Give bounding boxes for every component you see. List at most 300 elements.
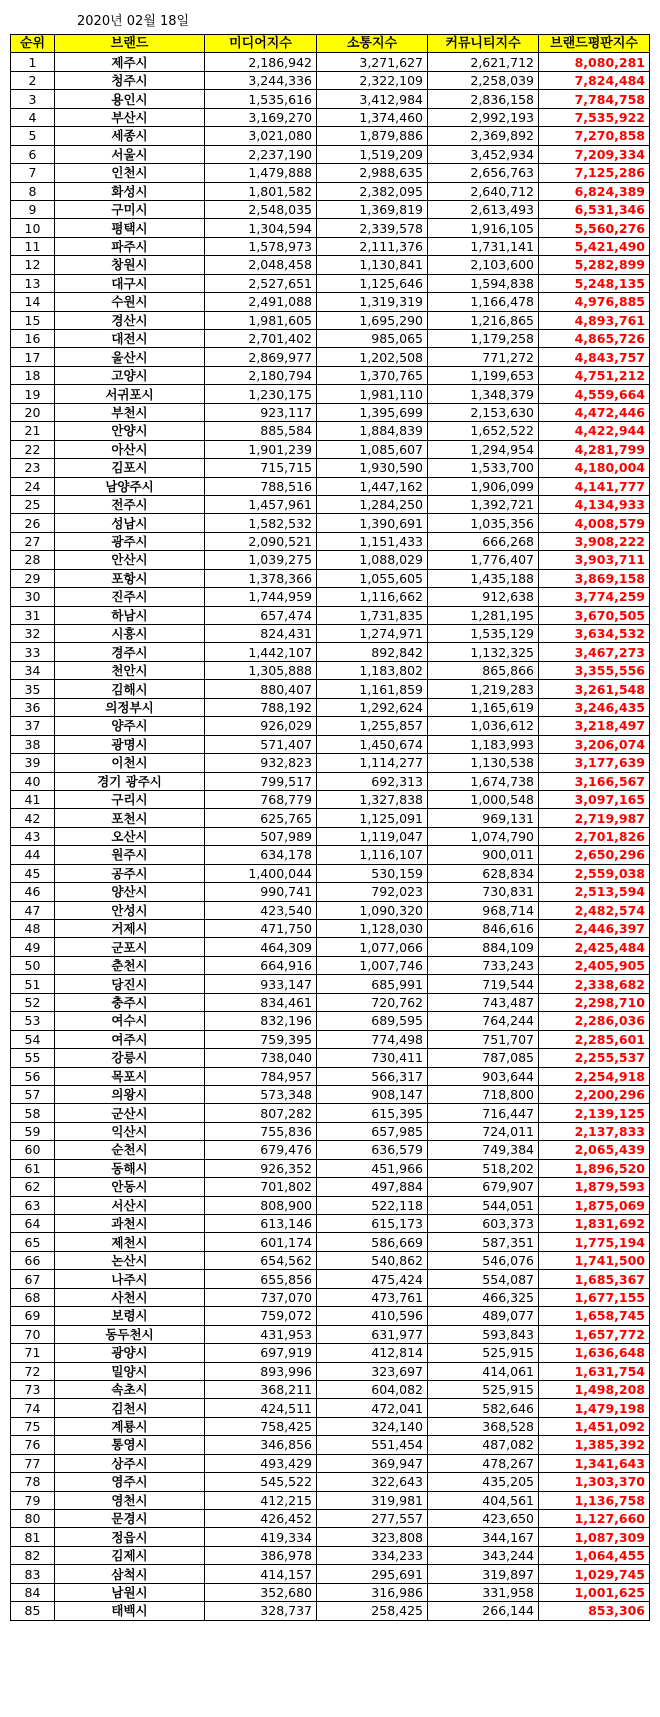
- community-index-cell: 3,452,934: [428, 145, 539, 163]
- communication-index-cell: 522,118: [317, 1196, 428, 1214]
- brand-reputation-index-cell: 1,658,745: [539, 1307, 650, 1325]
- brand-cell: 이천시: [55, 754, 205, 772]
- table-row: [11, 1436, 650, 1454]
- brand-cell: 충주시: [55, 993, 205, 1011]
- rank-cell: 43: [11, 827, 55, 845]
- media-index-cell: 493,429: [205, 1454, 317, 1472]
- table-row: [11, 1546, 650, 1564]
- community-index-cell: 2,656,763: [428, 164, 539, 182]
- community-index-cell: 1,776,407: [428, 551, 539, 569]
- table-row: [11, 1178, 650, 1196]
- community-index-cell: 1,219,283: [428, 680, 539, 698]
- brand-reputation-index-cell: 4,976,885: [539, 293, 650, 311]
- table-row: [11, 237, 650, 255]
- table-row: [11, 1565, 650, 1583]
- brand-reputation-index-cell: 1,087,309: [539, 1528, 650, 1546]
- community-index-cell: 1,183,993: [428, 735, 539, 753]
- community-index-cell: 2,103,600: [428, 256, 539, 274]
- communication-index-cell: 1,161,859: [317, 680, 428, 698]
- rank-cell: 28: [11, 551, 55, 569]
- table-row: [11, 1196, 650, 1214]
- rank-cell: 7: [11, 164, 55, 182]
- media-index-cell: 423,540: [205, 901, 317, 919]
- community-index-cell: 404,561: [428, 1491, 539, 1509]
- rank-cell: 1: [11, 53, 55, 71]
- table-row: [11, 661, 650, 679]
- rank-cell: 13: [11, 274, 55, 292]
- brand-reputation-index-cell: 3,903,711: [539, 551, 650, 569]
- media-index-cell: 2,090,521: [205, 532, 317, 550]
- table-row: [11, 975, 650, 993]
- communication-index-cell: 451,966: [317, 1159, 428, 1177]
- media-index-cell: 788,192: [205, 698, 317, 716]
- communication-index-cell: 1,116,662: [317, 588, 428, 606]
- brand-reputation-index-cell: 3,908,222: [539, 532, 650, 550]
- media-index-cell: 926,029: [205, 717, 317, 735]
- table-row: [11, 1362, 650, 1380]
- brand-reputation-index-cell: 1,136,758: [539, 1491, 650, 1509]
- media-index-cell: 545,522: [205, 1473, 317, 1491]
- table-row: [11, 1270, 650, 1288]
- communication-index-cell: 1,255,857: [317, 717, 428, 735]
- communication-index-cell: 892,842: [317, 643, 428, 661]
- brand-reputation-index-cell: 4,134,933: [539, 495, 650, 513]
- community-index-cell: 344,167: [428, 1528, 539, 1546]
- brand-reputation-index-cell: 2,285,601: [539, 1030, 650, 1048]
- communication-index-cell: 1,114,277: [317, 754, 428, 772]
- communication-index-cell: 473,761: [317, 1288, 428, 1306]
- community-index-cell: 846,616: [428, 920, 539, 938]
- brand-reputation-index-cell: 3,097,165: [539, 790, 650, 808]
- media-index-cell: 431,953: [205, 1325, 317, 1343]
- brand-reputation-index-cell: 2,482,574: [539, 901, 650, 919]
- brand-reputation-index-cell: 4,865,726: [539, 330, 650, 348]
- table-row: [11, 71, 650, 89]
- media-index-cell: 573,348: [205, 1085, 317, 1103]
- brand-reputation-index-cell: 2,425,484: [539, 938, 650, 956]
- brand-cell: 안성시: [55, 901, 205, 919]
- brand-cell: 대전시: [55, 330, 205, 348]
- media-index-cell: 655,856: [205, 1270, 317, 1288]
- rank-cell: 10: [11, 219, 55, 237]
- brand-cell: 경산시: [55, 311, 205, 329]
- table-row: [11, 735, 650, 753]
- brand-cell: 평택시: [55, 219, 205, 237]
- media-index-cell: 1,901,239: [205, 440, 317, 458]
- brand-reputation-index-cell: 7,535,922: [539, 108, 650, 126]
- brand-cell: 광양시: [55, 1344, 205, 1362]
- communication-index-cell: 1,981,110: [317, 385, 428, 403]
- brand-reputation-index-cell: 6,824,389: [539, 182, 650, 200]
- brand-cell: 원주시: [55, 846, 205, 864]
- community-index-cell: 718,800: [428, 1085, 539, 1103]
- media-index-cell: 352,680: [205, 1583, 317, 1601]
- brand-cell: 오산시: [55, 827, 205, 845]
- brand-reputation-index-cell: 853,306: [539, 1602, 650, 1620]
- media-index-cell: 880,407: [205, 680, 317, 698]
- table-row: [11, 1067, 650, 1085]
- brand-reputation-index-cell: 3,206,074: [539, 735, 650, 753]
- brand-cell: 양주시: [55, 717, 205, 735]
- brand-reputation-index-cell: 4,472,446: [539, 403, 650, 421]
- media-index-cell: 701,802: [205, 1178, 317, 1196]
- brand-reputation-index-cell: 7,125,286: [539, 164, 650, 182]
- communication-index-cell: 530,159: [317, 864, 428, 882]
- rank-cell: 8: [11, 182, 55, 200]
- brand-reputation-index-cell: 4,008,579: [539, 514, 650, 532]
- community-index-cell: 554,087: [428, 1270, 539, 1288]
- communication-index-cell: 1,119,047: [317, 827, 428, 845]
- communication-index-cell: 1,447,162: [317, 477, 428, 495]
- brand-reputation-index-cell: 3,634,532: [539, 625, 650, 643]
- communication-index-cell: 1,370,765: [317, 366, 428, 384]
- table-row: [11, 827, 650, 845]
- community-index-cell: 2,369,892: [428, 127, 539, 145]
- community-index-cell: 525,915: [428, 1344, 539, 1362]
- rank-cell: 39: [11, 754, 55, 772]
- brand-cell: 구미시: [55, 200, 205, 218]
- brand-reputation-index-cell: 7,784,758: [539, 90, 650, 108]
- brand-reputation-index-cell: 3,246,435: [539, 698, 650, 716]
- rank-cell: 22: [11, 440, 55, 458]
- column-header-communication-index: 소통지수: [317, 35, 428, 53]
- table-row: [11, 883, 650, 901]
- rank-cell: 80: [11, 1510, 55, 1528]
- community-index-cell: 749,384: [428, 1141, 539, 1159]
- rank-cell: 27: [11, 532, 55, 550]
- brand-cell: 천안시: [55, 661, 205, 679]
- communication-index-cell: 604,082: [317, 1380, 428, 1398]
- brand-reputation-index-cell: 1,657,772: [539, 1325, 650, 1343]
- brand-reputation-index-cell: 4,281,799: [539, 440, 650, 458]
- media-index-cell: 613,146: [205, 1215, 317, 1233]
- community-index-cell: 903,644: [428, 1067, 539, 1085]
- table-row: [11, 1325, 650, 1343]
- community-index-cell: 525,915: [428, 1380, 539, 1398]
- brand-cell: 부천시: [55, 403, 205, 421]
- rank-cell: 41: [11, 790, 55, 808]
- table-row: [11, 790, 650, 808]
- brand-cell: 과천시: [55, 1215, 205, 1233]
- table-row: [11, 625, 650, 643]
- communication-index-cell: 334,233: [317, 1546, 428, 1564]
- media-index-cell: 424,511: [205, 1399, 317, 1417]
- media-index-cell: 664,916: [205, 956, 317, 974]
- table-row: [11, 698, 650, 716]
- brand-cell: 안동시: [55, 1178, 205, 1196]
- brand-reputation-index-cell: 2,650,296: [539, 846, 650, 864]
- brand-cell: 청주시: [55, 71, 205, 89]
- rank-cell: 64: [11, 1215, 55, 1233]
- community-index-cell: 319,897: [428, 1565, 539, 1583]
- media-index-cell: 1,744,959: [205, 588, 317, 606]
- media-index-cell: 768,779: [205, 790, 317, 808]
- communication-index-cell: 497,884: [317, 1178, 428, 1196]
- community-index-cell: 2,613,493: [428, 200, 539, 218]
- column-header-media-index: 미디어지수: [205, 35, 317, 53]
- community-index-cell: 266,144: [428, 1602, 539, 1620]
- community-index-cell: 1,036,612: [428, 717, 539, 735]
- media-index-cell: 419,334: [205, 1528, 317, 1546]
- media-index-cell: 412,215: [205, 1491, 317, 1509]
- communication-index-cell: 1,151,433: [317, 532, 428, 550]
- communication-index-cell: 319,981: [317, 1491, 428, 1509]
- brand-cell: 대구시: [55, 274, 205, 292]
- table-row: [11, 1215, 650, 1233]
- community-index-cell: 1,216,865: [428, 311, 539, 329]
- brand-cell: 부산시: [55, 108, 205, 126]
- brand-cell: 안양시: [55, 422, 205, 440]
- rank-cell: 2: [11, 71, 55, 89]
- media-index-cell: 933,147: [205, 975, 317, 993]
- community-index-cell: 1,132,325: [428, 643, 539, 661]
- brand-reputation-index-cell: 1,498,208: [539, 1380, 650, 1398]
- brand-cell: 하남시: [55, 606, 205, 624]
- rank-cell: 84: [11, 1583, 55, 1601]
- rank-cell: 49: [11, 938, 55, 956]
- brand-cell: 창원시: [55, 256, 205, 274]
- community-index-cell: 1,533,700: [428, 459, 539, 477]
- community-index-cell: 582,646: [428, 1399, 539, 1417]
- communication-index-cell: 1,731,835: [317, 606, 428, 624]
- communication-index-cell: 689,595: [317, 1012, 428, 1030]
- communication-index-cell: 1,395,699: [317, 403, 428, 421]
- media-index-cell: 755,836: [205, 1122, 317, 1140]
- community-index-cell: 1,392,721: [428, 495, 539, 513]
- column-header-community-index: 커뮤니티지수: [428, 35, 539, 53]
- communication-index-cell: 551,454: [317, 1436, 428, 1454]
- rank-cell: 30: [11, 588, 55, 606]
- communication-index-cell: 323,697: [317, 1362, 428, 1380]
- communication-index-cell: 295,691: [317, 1565, 428, 1583]
- table-row: [11, 1473, 650, 1491]
- brand-cell: 정읍시: [55, 1528, 205, 1546]
- media-index-cell: 1,304,594: [205, 219, 317, 237]
- rank-cell: 44: [11, 846, 55, 864]
- community-index-cell: 1,130,538: [428, 754, 539, 772]
- table-row: [11, 1159, 650, 1177]
- brand-cell: 동해시: [55, 1159, 205, 1177]
- table-row: [11, 274, 650, 292]
- communication-index-cell: 631,977: [317, 1325, 428, 1343]
- brand-reputation-index-cell: 1,685,367: [539, 1270, 650, 1288]
- rank-cell: 37: [11, 717, 55, 735]
- brand-cell: 광명시: [55, 735, 205, 753]
- rank-cell: 79: [11, 1491, 55, 1509]
- media-index-cell: 2,048,458: [205, 256, 317, 274]
- brand-reputation-index-cell: 7,270,858: [539, 127, 650, 145]
- brand-reputation-index-cell: 4,893,761: [539, 311, 650, 329]
- communication-index-cell: 685,991: [317, 975, 428, 993]
- rank-cell: 47: [11, 901, 55, 919]
- community-index-cell: 1,281,195: [428, 606, 539, 624]
- table-row: [11, 588, 650, 606]
- community-index-cell: 900,011: [428, 846, 539, 864]
- rank-cell: 23: [11, 459, 55, 477]
- communication-index-cell: 792,023: [317, 883, 428, 901]
- communication-index-cell: 1,090,320: [317, 901, 428, 919]
- community-index-cell: 1,906,099: [428, 477, 539, 495]
- table-row: [11, 514, 650, 532]
- brand-cell: 경기 광주시: [55, 772, 205, 790]
- media-index-cell: 1,578,973: [205, 237, 317, 255]
- brand-reputation-index-cell: 2,200,296: [539, 1085, 650, 1103]
- brand-cell: 상주시: [55, 1454, 205, 1472]
- rank-cell: 70: [11, 1325, 55, 1343]
- brand-reputation-index-cell: 4,843,757: [539, 348, 650, 366]
- communication-index-cell: 475,424: [317, 1270, 428, 1288]
- community-index-cell: 787,085: [428, 1049, 539, 1067]
- table-row: [11, 1491, 650, 1509]
- rank-cell: 33: [11, 643, 55, 661]
- community-index-cell: 2,836,158: [428, 90, 539, 108]
- communication-index-cell: 316,986: [317, 1583, 428, 1601]
- brand-reputation-index-cell: 1,896,520: [539, 1159, 650, 1177]
- media-index-cell: 1,801,582: [205, 182, 317, 200]
- table-row: [11, 956, 650, 974]
- rank-cell: 16: [11, 330, 55, 348]
- media-index-cell: 368,211: [205, 1380, 317, 1398]
- brand-reputation-index-cell: 8,080,281: [539, 53, 650, 71]
- communication-index-cell: 1,930,590: [317, 459, 428, 477]
- communication-index-cell: 1,450,674: [317, 735, 428, 753]
- brand-reputation-index-cell: 5,421,490: [539, 237, 650, 255]
- community-index-cell: 587,351: [428, 1233, 539, 1251]
- brand-reputation-index-cell: 1,741,500: [539, 1251, 650, 1269]
- community-index-cell: 423,650: [428, 1510, 539, 1528]
- media-index-cell: 926,352: [205, 1159, 317, 1177]
- table-row: [11, 717, 650, 735]
- communication-index-cell: 1,884,839: [317, 422, 428, 440]
- brand-cell: 의왕시: [55, 1085, 205, 1103]
- table-row: [11, 846, 650, 864]
- media-index-cell: 2,869,977: [205, 348, 317, 366]
- brand-cell: 김포시: [55, 459, 205, 477]
- table-row: [11, 901, 650, 919]
- community-index-cell: 1,166,478: [428, 293, 539, 311]
- media-index-cell: 3,021,080: [205, 127, 317, 145]
- rank-cell: 14: [11, 293, 55, 311]
- community-index-cell: 343,244: [428, 1546, 539, 1564]
- table-row: [11, 809, 650, 827]
- brand-cell: 남양주시: [55, 477, 205, 495]
- rank-cell: 20: [11, 403, 55, 421]
- table-row: [11, 1141, 650, 1159]
- communication-index-cell: 774,498: [317, 1030, 428, 1048]
- media-index-cell: 715,715: [205, 459, 317, 477]
- brand-reputation-index-cell: 2,139,125: [539, 1104, 650, 1122]
- table-row: [11, 1012, 650, 1030]
- brand-cell: 전주시: [55, 495, 205, 513]
- brand-cell: 당진시: [55, 975, 205, 993]
- community-index-cell: 1,294,954: [428, 440, 539, 458]
- rank-cell: 15: [11, 311, 55, 329]
- brand-cell: 안산시: [55, 551, 205, 569]
- table-row: [11, 200, 650, 218]
- communication-index-cell: 323,808: [317, 1528, 428, 1546]
- communication-index-cell: 615,395: [317, 1104, 428, 1122]
- brand-cell: 경주시: [55, 643, 205, 661]
- table-row: [11, 864, 650, 882]
- brand-reputation-index-cell: 2,255,537: [539, 1049, 650, 1067]
- media-index-cell: 3,244,336: [205, 71, 317, 89]
- brand-cell: 김제시: [55, 1546, 205, 1564]
- communication-index-cell: 540,862: [317, 1251, 428, 1269]
- media-index-cell: 893,996: [205, 1362, 317, 1380]
- table-row: [11, 182, 650, 200]
- community-index-cell: 764,244: [428, 1012, 539, 1030]
- brand-reputation-index-cell: 3,218,497: [539, 717, 650, 735]
- brand-reputation-index-cell: 1,303,370: [539, 1473, 650, 1491]
- communication-index-cell: 1,292,624: [317, 698, 428, 716]
- table-row: [11, 422, 650, 440]
- communication-index-cell: 1,088,029: [317, 551, 428, 569]
- communication-index-cell: 636,579: [317, 1141, 428, 1159]
- community-index-cell: 466,325: [428, 1288, 539, 1306]
- media-index-cell: 759,395: [205, 1030, 317, 1048]
- rank-cell: 85: [11, 1602, 55, 1620]
- media-index-cell: 2,180,794: [205, 366, 317, 384]
- media-index-cell: 1,230,175: [205, 385, 317, 403]
- rank-cell: 24: [11, 477, 55, 495]
- rank-cell: 55: [11, 1049, 55, 1067]
- media-index-cell: 1,457,961: [205, 495, 317, 513]
- table-row: [11, 643, 650, 661]
- brand-cell: 사천시: [55, 1288, 205, 1306]
- communication-index-cell: 472,041: [317, 1399, 428, 1417]
- brand-cell: 의정부시: [55, 698, 205, 716]
- table-row: [11, 440, 650, 458]
- community-index-cell: 435,205: [428, 1473, 539, 1491]
- brand-reputation-index-cell: 1,451,092: [539, 1417, 650, 1435]
- brand-cell: 영주시: [55, 1473, 205, 1491]
- community-index-cell: 733,243: [428, 956, 539, 974]
- media-index-cell: 601,174: [205, 1233, 317, 1251]
- brand-reputation-index-cell: 2,137,833: [539, 1122, 650, 1140]
- brand-cell: 순천시: [55, 1141, 205, 1159]
- table-row: [11, 1528, 650, 1546]
- community-index-cell: 2,153,630: [428, 403, 539, 421]
- community-index-cell: 716,447: [428, 1104, 539, 1122]
- table-row: [11, 1417, 650, 1435]
- rank-cell: 5: [11, 127, 55, 145]
- table-row: [11, 1251, 650, 1269]
- rank-cell: 75: [11, 1417, 55, 1435]
- communication-index-cell: 2,322,109: [317, 71, 428, 89]
- rank-cell: 83: [11, 1565, 55, 1583]
- rank-cell: 72: [11, 1362, 55, 1380]
- community-index-cell: 751,707: [428, 1030, 539, 1048]
- brand-reputation-index-cell: 2,559,038: [539, 864, 650, 882]
- community-index-cell: 1,179,258: [428, 330, 539, 348]
- rank-cell: 60: [11, 1141, 55, 1159]
- communication-index-cell: 3,271,627: [317, 53, 428, 71]
- table-row: [11, 1399, 650, 1417]
- media-index-cell: 1,039,275: [205, 551, 317, 569]
- communication-index-cell: 1,369,819: [317, 200, 428, 218]
- community-index-cell: 1,652,522: [428, 422, 539, 440]
- community-index-cell: 912,638: [428, 588, 539, 606]
- rank-cell: 51: [11, 975, 55, 993]
- table-row: [11, 330, 650, 348]
- communication-index-cell: 1,202,508: [317, 348, 428, 366]
- brand-cell: 계룡시: [55, 1417, 205, 1435]
- rank-cell: 58: [11, 1104, 55, 1122]
- brand-reputation-index-cell: 1,677,155: [539, 1288, 650, 1306]
- community-index-cell: 1,731,141: [428, 237, 539, 255]
- brand-reputation-index-cell: 2,405,905: [539, 956, 650, 974]
- rank-cell: 62: [11, 1178, 55, 1196]
